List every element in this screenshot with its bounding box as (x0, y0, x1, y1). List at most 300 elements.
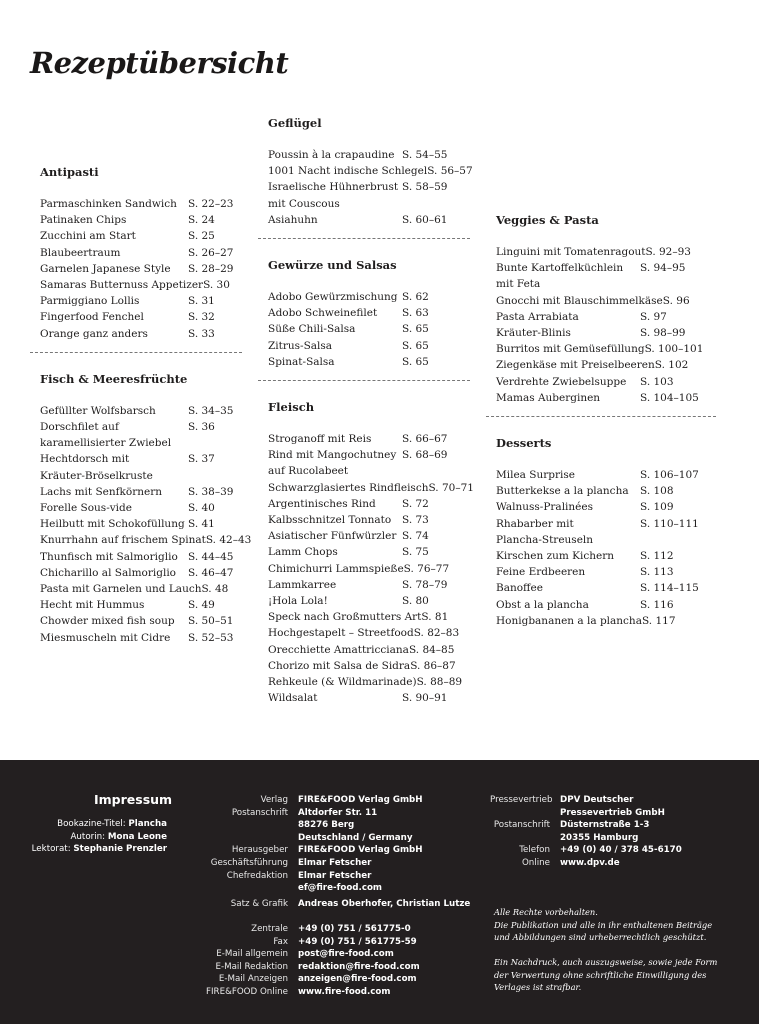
impressum-value: FIRE&FOOD Verlag GmbH (298, 845, 423, 856)
recipe-page: S. 24 (188, 214, 215, 227)
recipe-name: mit Couscous (268, 197, 340, 210)
recipe-page: S. 37 (188, 453, 215, 466)
recipe-entry (268, 544, 456, 560)
recipe-entry (268, 179, 456, 195)
recipe-entry (40, 419, 242, 435)
recipe-page: S. 113 (640, 566, 674, 579)
recipe-entry (496, 341, 704, 357)
impressum-value: Elmar Fetscher (298, 857, 372, 868)
recipe-name: Blaubeertraum (40, 246, 121, 259)
impressum-label: Postanschrift (231, 807, 288, 818)
impressum-row (190, 961, 420, 974)
recipe-entry (496, 548, 694, 564)
impressum-label (190, 882, 288, 895)
recipe-page: S. 88–89 (416, 676, 463, 689)
recipe-name: Forelle Sous-vide (40, 502, 132, 515)
impressum-label: Online (521, 857, 550, 868)
impressum-row (190, 819, 423, 832)
recipe-name: Stroganoff mit Reis (268, 433, 372, 446)
impressum-value: Elmar Fetscher (298, 870, 372, 881)
impressum-label: Herausgeber (231, 845, 288, 856)
recipe-entry (268, 321, 456, 337)
recipe-entry (40, 326, 242, 342)
recipe-entry (268, 561, 456, 577)
recipe-page: S. 72 (402, 497, 429, 510)
recipe-entry (268, 528, 456, 544)
impressum-value: FIRE&FOOD Verlag GmbH (298, 795, 423, 805)
recipe-name: 1001 Nacht indische Schlegel (268, 165, 428, 178)
recipe-list-fisch (40, 403, 252, 646)
page-title: Rezeptübersicht (30, 46, 289, 80)
recipe-entry (496, 532, 694, 548)
recipe-list-gewuerze (268, 289, 456, 370)
impressum-row (490, 832, 682, 845)
recipe-entry (40, 293, 242, 309)
recipe-page: S. 42–43 (205, 534, 252, 547)
recipe-page: S. 33 (188, 327, 215, 340)
recipe-entry (268, 512, 456, 528)
impressum-value: Deutschland / Germany (298, 832, 413, 843)
recipe-entry (40, 630, 242, 646)
recipe-name: Hecht mit Hummus (40, 599, 145, 612)
recipe-entry (496, 244, 694, 260)
recipe-page: S. 84–85 (408, 643, 455, 656)
credit-line: Bookazine-Titel: Plancha (57, 819, 167, 829)
recipe-name: Pasta Arrabiata (496, 310, 579, 323)
recipe-page: S. 44–45 (188, 550, 234, 563)
impressum-row (190, 807, 423, 820)
recipe-entry (268, 480, 474, 496)
recipe-page (640, 532, 694, 548)
recipe-entry (496, 613, 694, 629)
recipe-entry (268, 690, 456, 706)
recipe-entry (40, 597, 242, 613)
recipe-name: Poussin à la crapaudine (268, 149, 395, 161)
recipe-name: Adobo Schweinefilet (268, 307, 378, 320)
recipe-page: S. 38–39 (188, 485, 234, 498)
recipe-page: S. 86–87 (410, 659, 456, 672)
recipe-name: Adobo Gewürzmischung (268, 291, 398, 304)
recipe-page: S. 34–35 (188, 404, 234, 417)
recipe-name: mit Feta (496, 278, 541, 291)
recipe-name: Dorschfilet auf (40, 421, 119, 434)
recipe-page (188, 468, 242, 484)
recipe-name: Butterkekse a la plancha (496, 485, 629, 498)
impressum-label: Fax (273, 936, 288, 947)
recipe-entry (496, 276, 694, 292)
recipe-page: S. 70–71 (428, 481, 474, 494)
recipe-name: Burritos mit Gemüsefüllung (496, 343, 645, 356)
recipe-name: Rhabarber mit (496, 517, 574, 530)
distribution-block (490, 794, 682, 870)
recipe-name: Hechtdorsch mit (40, 453, 130, 466)
recipe-page: S. 78–79 (402, 578, 448, 591)
impressum-value: ef@fire-food.com (298, 883, 382, 894)
impressum-row (190, 857, 423, 870)
recipe-page: S. 81 (421, 611, 449, 624)
recipe-page: S. 90–91 (402, 692, 448, 705)
recipe-page: S. 32 (188, 311, 215, 324)
impressum-value: Pressevertrieb GmbH (560, 807, 665, 818)
recipe-page: S. 110–111 (640, 517, 699, 530)
recipe-name: auf Rucolabeet (268, 465, 349, 478)
recipe-name: Rind mit Mangochutney (268, 449, 397, 462)
recipe-name: Chicharillo al Salmoriglio (40, 566, 176, 579)
impressum-row (490, 844, 682, 857)
recipe-entry (268, 496, 456, 512)
recipe-page: S. 48 (201, 583, 229, 596)
recipe-list-fleisch (268, 431, 474, 706)
recipe-page: S. 54–55 (402, 149, 448, 161)
recipe-page: S. 28–29 (188, 262, 234, 275)
recipe-page: S. 25 (188, 230, 215, 243)
recipe-name: Bunte Kartoffelküchlein (496, 262, 624, 275)
impressum-row (490, 794, 682, 807)
recipe-name: Schwarzglasiertes Rindfleisch (268, 481, 429, 494)
recipe-entry (268, 212, 456, 228)
recipe-name: Knurrhahn auf frischem Spinat (40, 534, 206, 547)
recipe-entry (496, 467, 699, 483)
recipe-list-desserts (496, 467, 699, 629)
recipe-page: S. 66–67 (402, 433, 448, 446)
recipe-name: Lachs mit Senfkörnern (40, 485, 162, 498)
recipe-entry (40, 435, 242, 451)
impressum-label (490, 832, 550, 845)
recipe-name: Pasta mit Garnelen und Lauch (40, 583, 202, 596)
recipe-page: S. 62 (402, 291, 429, 304)
impressum-label: Geschäftsführung (210, 857, 288, 868)
recipe-page: S. 92–93 (645, 246, 691, 258)
recipe-name: Feine Erdbeeren (496, 566, 586, 579)
impressum-label: FIRE&FOOD Online (205, 986, 288, 997)
recipe-name: Chowder mixed fish soup (40, 615, 175, 628)
recipe-name: Wildsalat (268, 692, 318, 705)
recipe-page: S. 103 (640, 375, 674, 388)
recipe-page: S. 100–101 (644, 343, 704, 356)
impressum-value: www.dpv.de (560, 857, 620, 868)
recipe-entry (268, 577, 456, 593)
contact-block (190, 923, 420, 999)
recipe-page: S. 58–59 (402, 181, 448, 194)
recipe-page: S. 117 (641, 614, 676, 627)
impressum-row (190, 794, 423, 807)
recipe-name: Kalbsschnitzel Tonnato (268, 514, 392, 527)
section-heading-veggies: Veggies & Pasta (496, 213, 599, 227)
section-heading-fisch: Fisch & Meeresfrüchte (40, 371, 188, 386)
recipe-page (640, 276, 694, 292)
recipe-list-gefluegel (268, 147, 473, 228)
impressum-value: www.fire-food.com (298, 986, 391, 997)
section-heading-gewuerze: Gewürze und Salsas (268, 258, 397, 273)
recipe-name: Patinaken Chips (40, 214, 127, 227)
recipe-page (402, 463, 456, 479)
section-heading-gefluegel: Geflügel (268, 116, 322, 130)
impressum-label (190, 819, 288, 832)
recipe-entry (268, 642, 456, 658)
impressum-credits (32, 818, 167, 856)
impressum-label: Postanschrift (493, 820, 550, 831)
recipe-page: S. 41 (188, 518, 215, 531)
impressum-row (490, 807, 682, 820)
impressum-label (490, 807, 550, 820)
recipe-entry (496, 309, 694, 325)
recipe-page: S. 22–23 (188, 198, 234, 210)
recipe-page: S. 65 (402, 355, 429, 368)
recipe-entry (40, 581, 242, 597)
recipe-name: Rehkeule (& Wildmarinade) (268, 676, 417, 689)
recipe-list-antipasti (40, 196, 242, 342)
recipe-entry (40, 403, 242, 419)
recipe-entry (268, 593, 456, 609)
recipe-entry (268, 463, 456, 479)
impressum-value: 20355 Hamburg (560, 832, 639, 843)
recipe-page: S. 49 (188, 599, 215, 612)
recipe-name: Israelische Hühnerbrust (268, 181, 399, 194)
recipe-page: S. 108 (640, 485, 674, 498)
section-divider (258, 380, 470, 381)
rights-notice: Alle Rechte vorbehalten. Die Publikation und alle in ihr enthaltenen Beiträge und Abbildungen sind urheberrechtlich geschützt. (494, 907, 713, 943)
recipe-page: S. 112 (640, 550, 674, 563)
recipe-entry (268, 447, 456, 463)
recipe-name: Parmaschinken Sandwich (40, 198, 177, 210)
recipe-entry (496, 357, 694, 373)
recipe-entry (40, 549, 242, 565)
recipe-entry (40, 484, 242, 500)
recipe-name: Kräuter-Blinis (496, 327, 571, 340)
recipe-entry (40, 613, 242, 629)
recipe-name: Ziegenkäse mit Preiselbeeren (496, 359, 655, 372)
recipe-name: Süße Chili-Salsa (268, 323, 356, 336)
recipe-entry (268, 674, 463, 690)
impressum-label: Zentrale (251, 924, 288, 934)
impressum-row (190, 832, 423, 845)
section-heading-desserts: Desserts (496, 436, 552, 451)
impressum-value: Düsternstraße 1-3 (560, 820, 650, 831)
design-block: Satz & Grafik Andreas Oberhofer, Christian Lutze (230, 899, 471, 909)
recipe-page: S. 109 (640, 501, 674, 514)
impressum-value: redaktion@fire-food.com (298, 961, 420, 972)
impressum-value: 88276 Berg (298, 820, 355, 831)
recipe-entry (40, 516, 242, 532)
impressum-row (490, 857, 682, 870)
recipe-page: S. 98–99 (640, 327, 686, 340)
column-right (496, 212, 704, 629)
recipe-name: Lamm Chops (268, 546, 338, 559)
recipe-name: Honigbananen a la plancha (496, 614, 642, 627)
impressum-value: anzeigen@fire-food.com (298, 974, 417, 985)
impressum-label (190, 832, 288, 845)
recipe-entry (40, 212, 242, 228)
recipe-entry (40, 277, 242, 293)
recipe-entry (496, 390, 699, 406)
recipe-name: Samaras Butternuss Appetizer (40, 279, 204, 292)
recipe-entry (496, 260, 694, 276)
recipe-page: S. 73 (402, 514, 429, 527)
recipe-name: Mamas Auberginen (496, 391, 601, 404)
recipe-name: Asiahuhn (268, 213, 318, 226)
recipe-name: Spinat-Salsa (268, 355, 335, 368)
recipe-name: Orange ganz anders (40, 327, 148, 340)
impressum-value: post@fire-food.com (298, 949, 394, 960)
recipe-name: Kirschen zum Kichern (496, 550, 614, 563)
recipe-page: S. 68–69 (402, 449, 448, 462)
recipe-name: Parmiggiano Lollis (40, 295, 140, 308)
impressum-label: Pressevertrieb (490, 795, 553, 805)
recipe-name: Obst a la plancha (496, 598, 589, 611)
section-divider (258, 238, 470, 239)
recipe-entry (496, 483, 694, 499)
recipe-page: S. 76–77 (403, 562, 450, 575)
impressum-value: +49 (0) 751 / 561775-59 (298, 936, 417, 947)
impressum-label: E-Mail Redaktion (215, 961, 288, 972)
recipe-entry (40, 451, 242, 467)
impressum-row (190, 870, 423, 883)
recipe-page: S. 31 (188, 295, 215, 308)
section-divider (486, 416, 716, 417)
recipe-entry (268, 147, 456, 163)
recipe-entry (40, 245, 242, 261)
recipe-page: S. 63 (402, 307, 429, 320)
recipe-entry (496, 580, 699, 596)
recipe-name: Plancha-Streuseln (496, 533, 594, 546)
recipe-entry (496, 374, 694, 390)
recipe-name: Hochgestapelt – Streetfood (268, 627, 414, 640)
recipe-entry (40, 468, 242, 484)
recipe-page: S. 106–107 (640, 469, 699, 482)
recipe-name: Thunfisch mit Salmoriglio (40, 550, 178, 563)
recipe-name: karamellisierter Zwiebel (40, 437, 172, 450)
recipe-entry (40, 500, 242, 516)
recipe-name: Verdrehte Zwiebelsuppe (496, 375, 627, 388)
recipe-entry (268, 625, 460, 641)
credit-line: Autorin: Mona Leone (70, 831, 167, 842)
publisher-block (190, 794, 423, 895)
impressum-row (190, 948, 420, 961)
recipe-page: S. 65 (402, 339, 429, 352)
recipe-page: S. 30 (203, 279, 230, 292)
impressum-row (490, 819, 682, 832)
recipe-page: S. 46–47 (188, 566, 234, 579)
impressum-label: E-Mail allgemein (216, 949, 288, 960)
recipe-entry (40, 228, 242, 244)
recipe-entry (268, 289, 456, 305)
recipe-name: Gnocchi mit Blauschimmelkäse (496, 294, 663, 307)
recipe-name: ¡Hola Lola! (268, 595, 328, 608)
credit-line: Lektorat: Stephanie Prenzler (31, 844, 167, 855)
recipe-entry (496, 564, 694, 580)
impressum-heading: Impressum (94, 792, 173, 807)
recipe-entry (40, 309, 242, 325)
recipe-entry (40, 565, 242, 581)
recipe-entry (268, 305, 456, 321)
impressum-label: Telefon (519, 845, 550, 856)
section-heading-fleisch: Fleisch (268, 400, 315, 415)
recipe-entry (40, 261, 242, 277)
recipe-name: Heilbutt mit Schokofüllung (40, 518, 185, 531)
recipe-page: S. 82–83 (413, 627, 460, 640)
impressum-label: Verlag (260, 795, 288, 805)
impressum-label: Chefredaktion (226, 870, 288, 881)
recipe-page: S. 26–27 (188, 246, 234, 259)
recipe-name: Chorizo mit Salsa de Sidra (268, 659, 411, 672)
column-left (40, 164, 252, 646)
recipe-name: Banoffee (496, 582, 543, 595)
recipe-page: S. 104–105 (640, 391, 699, 404)
recipe-entry (268, 354, 456, 370)
recipe-entry (496, 325, 694, 341)
recipe-page: S. 102 (654, 359, 689, 372)
recipe-page: S. 80 (402, 595, 429, 608)
recipe-entry (496, 597, 694, 613)
recipe-name: Fingerfood Fenchel (40, 311, 144, 324)
recipe-name: Chimichurri Lammspieße (268, 562, 404, 575)
impressum-row (190, 973, 420, 986)
recipe-entry (496, 516, 699, 532)
recipe-entry (496, 293, 694, 309)
recipe-name: Lammkarree (268, 578, 337, 591)
column-middle (268, 115, 474, 706)
recipe-entry (268, 431, 456, 447)
recipe-name: Miesmuscheln mit Cidre (40, 631, 171, 644)
impressum-row (190, 986, 420, 999)
recipe-name: Kräuter-Bröselkruste (40, 469, 153, 482)
section-divider (30, 352, 242, 353)
recipe-page: S. 114–115 (640, 582, 699, 595)
recipe-entry (40, 532, 252, 548)
recipe-page: S. 96 (662, 294, 690, 307)
recipe-page: S. 74 (402, 530, 429, 543)
recipe-entry (268, 658, 456, 674)
recipe-name: Speck nach Großmutters Art (268, 611, 422, 624)
recipe-page: S. 75 (402, 546, 429, 559)
recipe-name: Orecchiette Amattricciana (268, 643, 409, 656)
recipe-page: S. 97 (640, 310, 667, 323)
reprint-notice: Ein Nachdruck, auch auszugsweise, sowie jede Form der Verwertung ohne schriftliche Einwilligung des Verlages ist strafbar. (494, 957, 718, 993)
recipe-page: S. 50–51 (188, 615, 234, 628)
recipe-name: Walnuss-Pralinées (496, 501, 593, 514)
recipe-page: S. 36 (188, 421, 215, 434)
recipe-name: Zucchini am Start (40, 230, 136, 243)
recipe-entry (496, 499, 694, 515)
impressum-value: +49 (0) 40 / 378 45-6170 (560, 845, 682, 856)
recipe-page (402, 196, 456, 212)
recipe-page: S. 65 (402, 323, 429, 336)
section-heading-antipasti: Antipasti (40, 165, 99, 179)
recipe-entry (268, 609, 456, 625)
recipe-page: S. 94–95 (640, 262, 686, 275)
recipe-page: S. 52–53 (188, 631, 234, 644)
recipe-name: Zitrus-Salsa (268, 339, 333, 352)
impressum-value: DPV Deutscher (560, 795, 634, 805)
recipe-entry (268, 338, 456, 354)
recipe-entry (40, 196, 242, 212)
impressum-row (190, 923, 420, 936)
recipe-name: Linguini mit Tomatenragout (496, 246, 646, 258)
impressum-row (190, 936, 420, 949)
recipe-entry (268, 196, 456, 212)
recipe-list-veggies (496, 244, 704, 406)
impressum-value: Altdorfer Str. 11 (298, 807, 378, 818)
recipe-page: S. 56–57 (427, 165, 473, 178)
recipe-name: Gefüllter Wolfsbarsch (40, 404, 156, 417)
recipe-page (188, 435, 242, 451)
recipe-page: S. 60–61 (402, 213, 448, 226)
recipe-name: Milea Surprise (496, 469, 575, 482)
impressum-row (190, 882, 423, 895)
recipe-name: Asiatischer Fünfwürzler (268, 530, 397, 543)
impressum-footer (0, 760, 759, 1024)
recipe-page: S. 40 (188, 502, 215, 515)
